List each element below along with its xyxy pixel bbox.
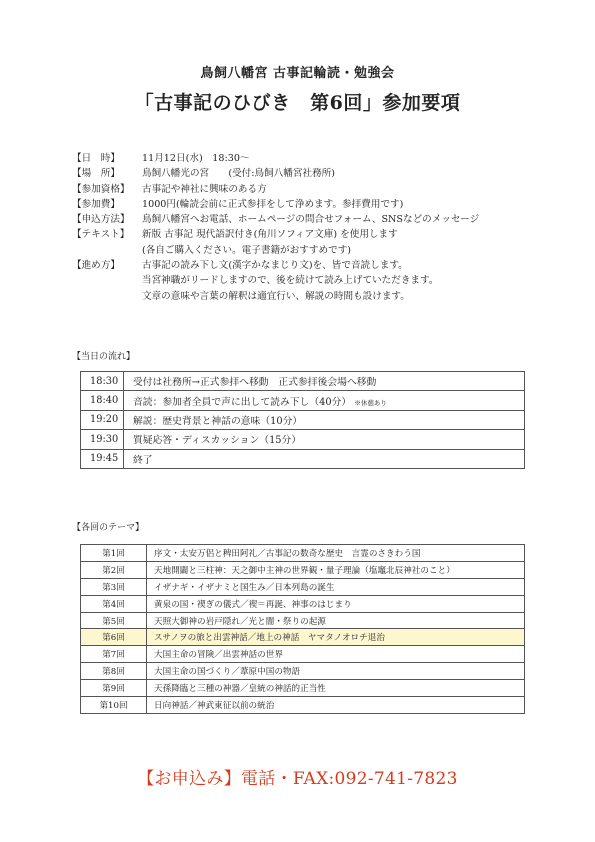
detail-row-venue bbox=[72, 166, 532, 181]
schedule-text: 音読：参加者全員で声に出して読み下し（40分） bbox=[133, 396, 352, 408]
detail-label: 【場 所】 bbox=[72, 168, 120, 180]
detail-row-eligibility bbox=[72, 182, 532, 197]
table-row bbox=[81, 612, 525, 629]
break-note: ※休憩あり bbox=[354, 398, 387, 407]
schedule-time: 19:45 bbox=[81, 449, 124, 468]
schedule-table bbox=[80, 371, 525, 469]
session-number: 第9回 bbox=[81, 680, 147, 697]
session-theme: 日向神話／神武東征以前の統治 bbox=[147, 697, 525, 714]
table-row bbox=[81, 449, 525, 468]
table-row bbox=[81, 680, 525, 697]
session-theme: 大国主命の国づくり／葦原中国の物語 bbox=[147, 663, 525, 680]
detail-label: 【申込方法】 bbox=[72, 214, 130, 226]
session-theme: 序文・太安万侶と稗田阿礼／古事記の数奇な歴史 言霊のさきわう国 bbox=[147, 545, 525, 562]
table-row bbox=[81, 561, 525, 578]
event-details bbox=[72, 151, 532, 304]
session-theme: 天照大御神の岩戸隠れ／光と闇・祭りの起源 bbox=[147, 612, 525, 629]
schedule-time: 19:20 bbox=[81, 410, 124, 429]
session-number: 第7回 bbox=[81, 646, 147, 663]
themes-table bbox=[80, 544, 525, 714]
detail-value: 11月12日(水) 18:30〜 bbox=[142, 153, 250, 164]
table-row bbox=[81, 410, 525, 429]
detail-value: 鳥飼八幡宮へお電話、ホームページの問合せフォーム、SNSなどのメッセージ bbox=[142, 214, 480, 226]
table-row-current-session bbox=[81, 629, 525, 646]
session-number: 第8回 bbox=[81, 663, 147, 680]
detail-label: 【テキスト】 bbox=[72, 229, 130, 241]
table-row bbox=[81, 646, 525, 663]
themes-section-label: 【各回のテーマ】 bbox=[72, 523, 145, 533]
table-row bbox=[81, 430, 525, 449]
session-theme: 大国主命の冒険／出雲神話の世界 bbox=[147, 646, 525, 663]
session-theme: 天孫降臨と三種の神器／皇統の神話的正当性 bbox=[147, 680, 525, 697]
session-number: 第1回 bbox=[81, 545, 147, 562]
session-number: 第2回 bbox=[81, 561, 147, 578]
table-row bbox=[81, 545, 525, 562]
detail-textbook-note: (各自ご購入ください。電子書籍がおすすめです) bbox=[142, 244, 352, 256]
detail-value: 古事記や神社に興味のある方 bbox=[142, 183, 267, 195]
detail-row-textbook bbox=[72, 227, 532, 242]
detail-label: 【参加費】 bbox=[72, 198, 120, 210]
detail-value: 鳥飼八幡光の宮 (受付:鳥飼八幡宮社務所) bbox=[142, 168, 335, 180]
session-number: 第10回 bbox=[81, 697, 147, 714]
detail-label: 【進め方】 bbox=[72, 260, 120, 272]
schedule-text: 解説：歴史背景と神話の意味（10分） bbox=[133, 415, 303, 427]
detail-label: 【日 時】 bbox=[72, 153, 120, 164]
session-number: 第3回 bbox=[81, 578, 147, 595]
schedule-time: 19:30 bbox=[81, 430, 124, 449]
contact-phone-fax: 【お申込み】電話・FAX:092-741-7823 bbox=[137, 769, 458, 789]
detail-row-fee bbox=[72, 197, 532, 212]
schedule-description bbox=[124, 410, 525, 429]
schedule-description bbox=[124, 430, 525, 449]
page-title: 「古事記のひびき 第6回」参加要項 bbox=[134, 92, 461, 114]
flow-section-label: 【当日の流れ】 bbox=[72, 352, 136, 362]
detail-procedure-line-3: 文章の意味や言葉の解釈は適宜行い、解説の時間も設けます。 bbox=[142, 290, 410, 302]
table-row bbox=[81, 595, 525, 612]
schedule-description bbox=[124, 391, 525, 410]
session-theme: 黄泉の国・禊ぎの儀式／禊＝再誕、神事のはじまり bbox=[147, 595, 525, 612]
schedule-text: 終了 bbox=[133, 454, 153, 466]
schedule-time: 18:30 bbox=[81, 372, 124, 391]
schedule-time: 18:40 bbox=[81, 391, 124, 410]
table-row bbox=[81, 372, 525, 391]
detail-value: 1000円(輪読会前に正式参拝をして浄めます。参拝費用です) bbox=[142, 198, 404, 210]
detail-procedure-line-2: 当宮神職がリードしますので、後を続けて読み上げていただきます。 bbox=[142, 275, 439, 287]
table-row bbox=[81, 663, 525, 680]
session-number: 第5回 bbox=[81, 612, 147, 629]
event-subtitle: 鳥飼八幡宮 古事記輪読・勉強会 bbox=[200, 66, 395, 81]
session-theme: スサノヲの旅と出雲神話／地上の神話 ヤマタノオロチ退治 bbox=[147, 629, 525, 646]
session-theme: 天地開闢と三柱神：天之御中主神の世界観・量子理論（塩竈北辰神社のこと） bbox=[147, 561, 525, 578]
detail-row-application bbox=[72, 212, 532, 227]
detail-value: 古事記の読み下し文(漢字かなまじり文)を、皆で音読します。 bbox=[142, 260, 408, 272]
detail-value: 新版 古事記 現代語訳付き(角川ソフィア文庫) を使用します bbox=[142, 229, 398, 241]
detail-row-datetime bbox=[72, 151, 532, 166]
detail-label: 【参加資格】 bbox=[72, 183, 130, 195]
schedule-description bbox=[124, 449, 525, 468]
session-number: 第4回 bbox=[81, 595, 147, 612]
table-row bbox=[81, 697, 525, 714]
session-theme: イザナギ・イザナミと国生み／日本列島の誕生 bbox=[147, 578, 525, 595]
detail-row-procedure bbox=[72, 258, 532, 273]
schedule-description bbox=[124, 372, 525, 391]
schedule-text: 質疑応答・ディスカッション（15分） bbox=[133, 435, 302, 447]
table-row bbox=[81, 578, 525, 595]
table-row bbox=[81, 391, 525, 410]
session-number: 第6回 bbox=[81, 629, 147, 646]
schedule-text: 受付は社務所→正式参拝へ移動 正式参拝後会場へ移動 bbox=[133, 377, 377, 389]
